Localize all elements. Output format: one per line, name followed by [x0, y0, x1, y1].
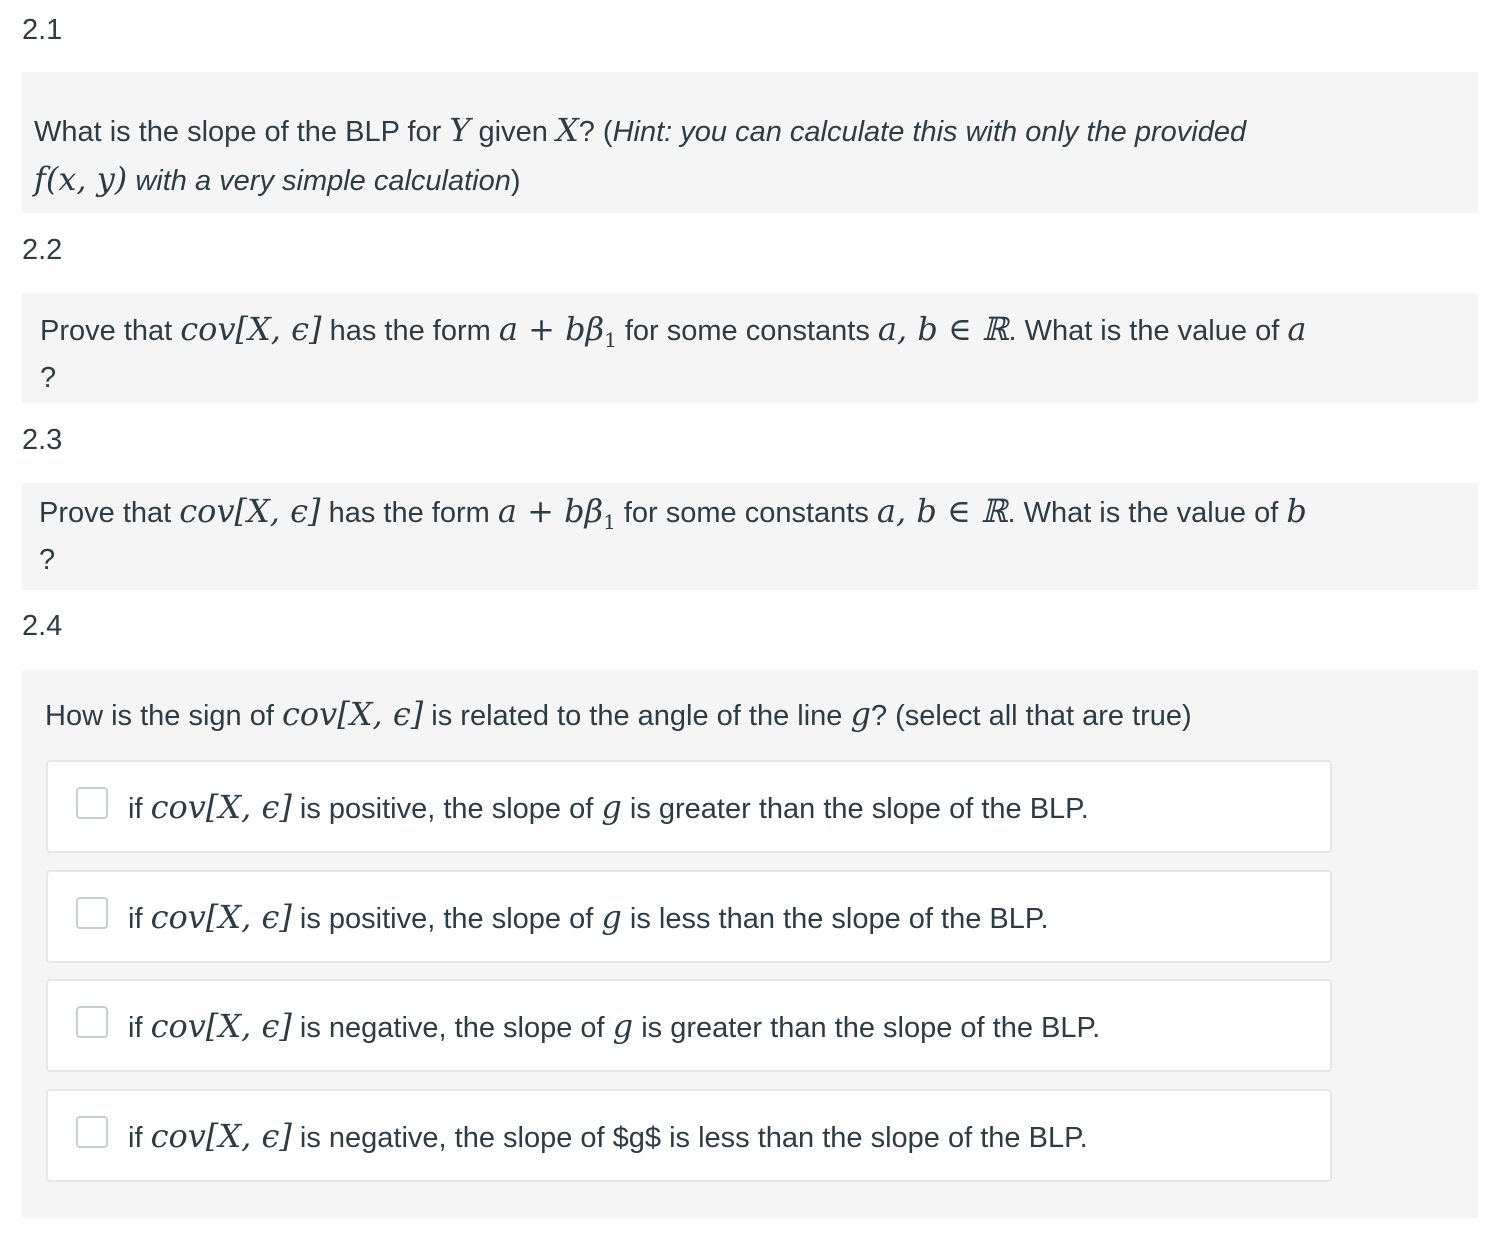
text: is positive, the slope of [291, 903, 602, 935]
math-var: b [1286, 492, 1307, 530]
text: . What is the value of [1008, 315, 1288, 347]
text: . What is the value of [1007, 497, 1287, 529]
math-cov: cov[X, ϵ] [150, 898, 292, 936]
question-text [40, 304, 1306, 365]
text: Prove that [39, 497, 180, 529]
math-consts: a, b ∈ ℝ [876, 492, 1008, 530]
text: How is the sign of [45, 700, 282, 732]
math-var: g [612, 1007, 634, 1045]
text: is related to the angle of the line [423, 700, 851, 732]
math-var: g [850, 695, 871, 733]
question-number: 2.2 [22, 234, 63, 266]
text: ? (select all that are true) [870, 700, 1192, 732]
choice-label [128, 1111, 1088, 1163]
answer-choice[interactable] [46, 1089, 1332, 1182]
math-subscript: 1 [603, 509, 616, 534]
text: ) [510, 165, 521, 197]
text: is less than the slope of the BLP. [621, 903, 1049, 935]
choice-label [128, 1001, 1100, 1053]
question-number: 2.3 [22, 424, 63, 456]
math-cov: cov[X, ϵ] [150, 1117, 292, 1155]
text: What is the slope of the BLP for [34, 116, 450, 148]
checkbox[interactable] [76, 897, 108, 929]
text: if [128, 1122, 151, 1154]
answer-choice[interactable] [46, 870, 1332, 963]
question-text [34, 154, 521, 206]
checkbox[interactable] [76, 787, 108, 819]
question-mark: ? [39, 544, 56, 576]
choice-label [128, 782, 1089, 834]
text: if [128, 793, 151, 825]
math-var: g [601, 788, 622, 826]
checkbox[interactable] [76, 1006, 108, 1038]
text: if [128, 903, 151, 935]
text: given [470, 116, 556, 148]
hint-text: with a very simple calculation [127, 165, 511, 197]
text: has the form [320, 497, 498, 529]
text: is negative, the slope of $g$ is less than the slope of the BLP. [291, 1122, 1088, 1154]
answer-choice[interactable] [46, 760, 1332, 853]
checkbox[interactable] [76, 1116, 108, 1148]
text: is greater than the slope of the BLP. [621, 793, 1089, 825]
question-number: 2.1 [22, 14, 63, 46]
math-var: X [555, 111, 579, 149]
question-number: 2.4 [22, 610, 63, 642]
question-mark: ? [40, 362, 57, 394]
math-subscript: 1 [604, 327, 617, 352]
answer-choice[interactable] [46, 979, 1332, 1072]
question-box [22, 293, 1478, 403]
math-cov: cov[X, ϵ] [150, 788, 292, 826]
question-text [34, 105, 1246, 157]
choice-label [128, 892, 1049, 944]
text: has the form [321, 315, 499, 347]
text: ? ( [578, 116, 613, 148]
text: is positive, the slope of [291, 793, 602, 825]
math-var: g [601, 898, 622, 936]
math-form: a + bβ [497, 492, 604, 530]
text: for some constants [616, 315, 878, 347]
text: is greater than the slope of the BLP. [633, 1012, 1101, 1044]
question-text [45, 689, 1192, 741]
question-box [22, 483, 1478, 590]
text: for some constants [615, 497, 877, 529]
text: is negative, the slope of [291, 1012, 613, 1044]
math-expr: f(x, y) [34, 160, 128, 198]
text: Prove that [40, 315, 181, 347]
question-text [39, 486, 1307, 547]
text: if [128, 1012, 151, 1044]
math-cov: cov[X, ϵ] [150, 1007, 292, 1045]
math-var: Y [449, 111, 471, 149]
math-var: a [1287, 310, 1307, 348]
math-cov: cov[X, ϵ] [179, 492, 321, 530]
math-cov: cov[X, ϵ] [180, 310, 322, 348]
math-consts: a, b ∈ ℝ [877, 310, 1009, 348]
math-form: a + bβ [498, 310, 605, 348]
question-box [22, 72, 1478, 213]
hint-text: Hint: you can calculate this with only the provided [612, 116, 1247, 148]
math-cov: cov[X, ϵ] [281, 695, 424, 733]
